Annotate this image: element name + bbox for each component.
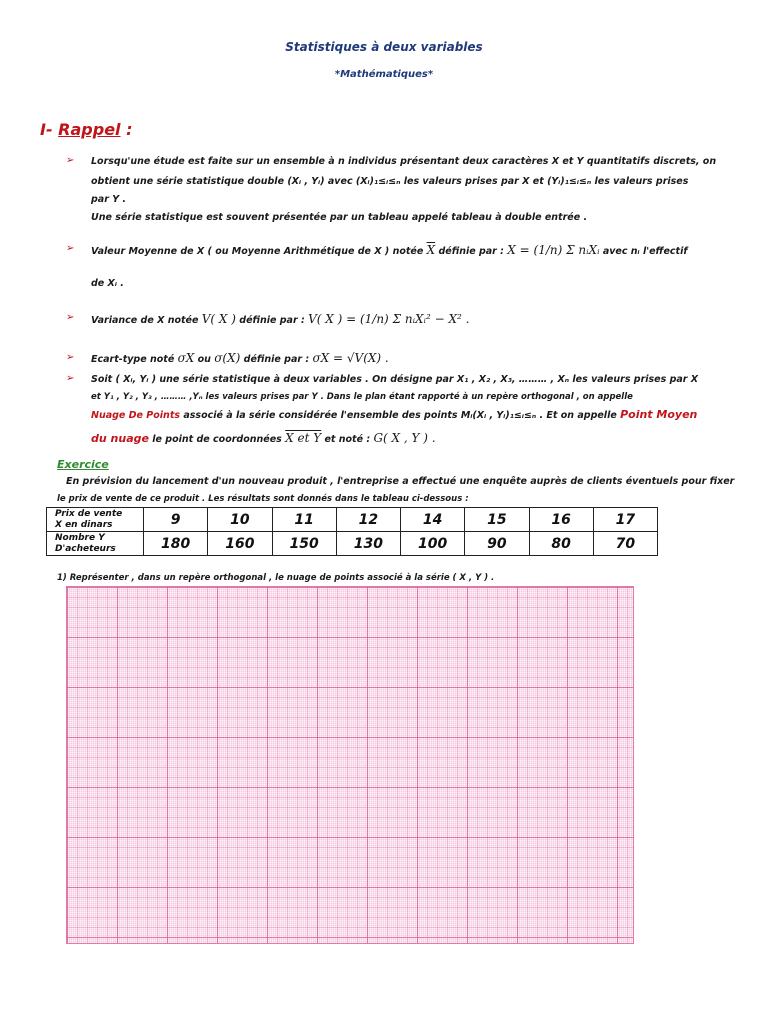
mean-coordinates: X et Y (285, 431, 322, 445)
table-cell: 14 (401, 508, 465, 532)
table-cell: 16 (529, 508, 593, 532)
table-cell: 150 (272, 532, 336, 556)
exercise-line-2: le prix de vente de ce produit . Les résultats sont donnés dans le tableau ci-dessous : (57, 494, 469, 504)
table-header-line: D'acheteurs (55, 543, 116, 554)
page-subtitle: *Mathématiques* (334, 69, 434, 80)
bullet-5-line-3 (91, 407, 697, 424)
question-1: 1) Représenter , dans un repère orthogonal , le nuage de points associé à la série ( X , Y ) . (57, 573, 495, 583)
bullet-2-line-1 (91, 242, 687, 260)
nuage-de-points-term: Nuage De Points (91, 410, 181, 421)
stddev-formula: σX = √V(X) . (312, 351, 389, 365)
variance-defined: définie par : (239, 315, 305, 326)
table-row-header (47, 532, 144, 556)
page-title: Statistiques à deux variables (285, 40, 483, 54)
data-table (46, 507, 658, 556)
arrow-bullet-icon: ➢ (66, 373, 75, 384)
table-header-line: X en dinars (55, 519, 113, 530)
table-row (47, 532, 658, 556)
variance-symbol: V( X ) (201, 312, 236, 326)
bullet-2-line-2: de Xᵢ . (91, 278, 124, 289)
mean-symbol: $\overline{X}$ (426, 243, 436, 257)
bullet-5-line-4-text: le point de coordonnées (152, 434, 282, 445)
bullet-1-line-4: Une série statistique est souvent présentée par un tableau appelé tableau à double entrée . (91, 212, 588, 223)
mean-effectif: avec nᵢ l'effectif (602, 246, 688, 257)
point-moyen-term: Point Moyen (620, 408, 698, 421)
stddev-text: Ecart-type noté (91, 354, 175, 365)
table-cell: 9 (144, 508, 208, 532)
bullet-5-line-2: et Y₁ , Y₂ , Y₃ , ……… ,Yₙ les valeurs prises par Y . Dans le plan étant rapporté à un repère orthogonal , on appelle (91, 392, 633, 402)
arrow-bullet-icon: ➢ (66, 243, 75, 254)
table-cell: 180 (144, 532, 208, 556)
bullet-5-line-4-b: et noté : (324, 434, 371, 445)
table-header-line: Prix de vente (55, 508, 123, 519)
section-title: Rappel (58, 120, 121, 139)
arrow-bullet-icon: ➢ (66, 312, 75, 323)
arrow-bullet-icon: ➢ (66, 155, 75, 166)
table-row-header (47, 508, 144, 532)
bullet-5-line-3-text: associé à la série considérée l'ensemble des points Mᵢ(Xᵢ , Yᵢ)₁≤ᵢ≤ₙ . Et on appelle (183, 410, 617, 421)
variance-text: Variance de X notée (91, 315, 199, 326)
g-formula: G( X , Y ) . (373, 431, 436, 445)
du-nuage-term: du nuage (91, 432, 149, 445)
arrow-bullet-icon: ➢ (66, 352, 75, 363)
bullet-4-line-1 (91, 350, 389, 368)
table-cell: 100 (401, 532, 465, 556)
table-cell: 11 (272, 508, 336, 532)
table-cell: 17 (593, 508, 657, 532)
mean-formula: X = (1/n) Σ nᵢXᵢ (507, 243, 600, 257)
exercise-title: Exercice (57, 458, 109, 471)
table-header-line: Nombre Y (55, 532, 105, 543)
table-cell: 70 (593, 532, 657, 556)
table-cell: 90 (465, 532, 529, 556)
stddev-symbol: σX (177, 351, 195, 365)
table-cell: 10 (208, 508, 272, 532)
exercise-line-1: En prévision du lancement d'un nouveau produit , l'entreprise a effectué une enquête auprès de clients éventuels pour fixer (66, 476, 735, 487)
bullet-3-line-1 (91, 311, 469, 329)
bullet-1-line-1: Lorsqu'une étude est faite sur un ensemble à n individus présentant deux caractères X et Y quantitatifs discrets, on (91, 156, 717, 167)
variance-formula: V( X ) = (1/n) Σ nᵢXᵢ² − X² . (308, 312, 470, 326)
table-cell: 130 (336, 532, 400, 556)
section-heading (40, 120, 133, 139)
bullet-5-line-4 (91, 430, 436, 448)
mean-text: Valeur Moyenne de X ( ou Moyenne Arithmétique de X ) notée (91, 246, 424, 257)
section-colon: : (126, 120, 133, 139)
stddev-symbol-2: σ(X) (214, 351, 241, 365)
stddev-or: ou (197, 354, 211, 365)
mean-defined: définie par : (438, 246, 504, 257)
table-cell: 15 (465, 508, 529, 532)
table-row (47, 508, 658, 532)
bullet-1-line-3: par Y . (91, 194, 126, 205)
bullet-1-line-2: obtient une série statistique double (Xᵢ , Yᵢ) avec (Xᵢ)₁≤ᵢ≤ₙ les valeurs prises par X et (Yᵢ)₁≤ᵢ≤ₙ les valeurs prises (91, 176, 689, 187)
table-cell: 160 (208, 532, 272, 556)
graph-paper (66, 586, 634, 944)
stddev-defined: définie par : (243, 354, 310, 365)
bullet-5-line-1: Soit ( Xᵢ, Yᵢ ) une série statistique à deux variables . On désigne par X₁ , X₂ , X₃, ……… , Xₙ les valeurs prises par X (91, 374, 699, 385)
section-number: I- (40, 120, 53, 139)
table-cell: 12 (336, 508, 400, 532)
table-cell: 80 (529, 532, 593, 556)
